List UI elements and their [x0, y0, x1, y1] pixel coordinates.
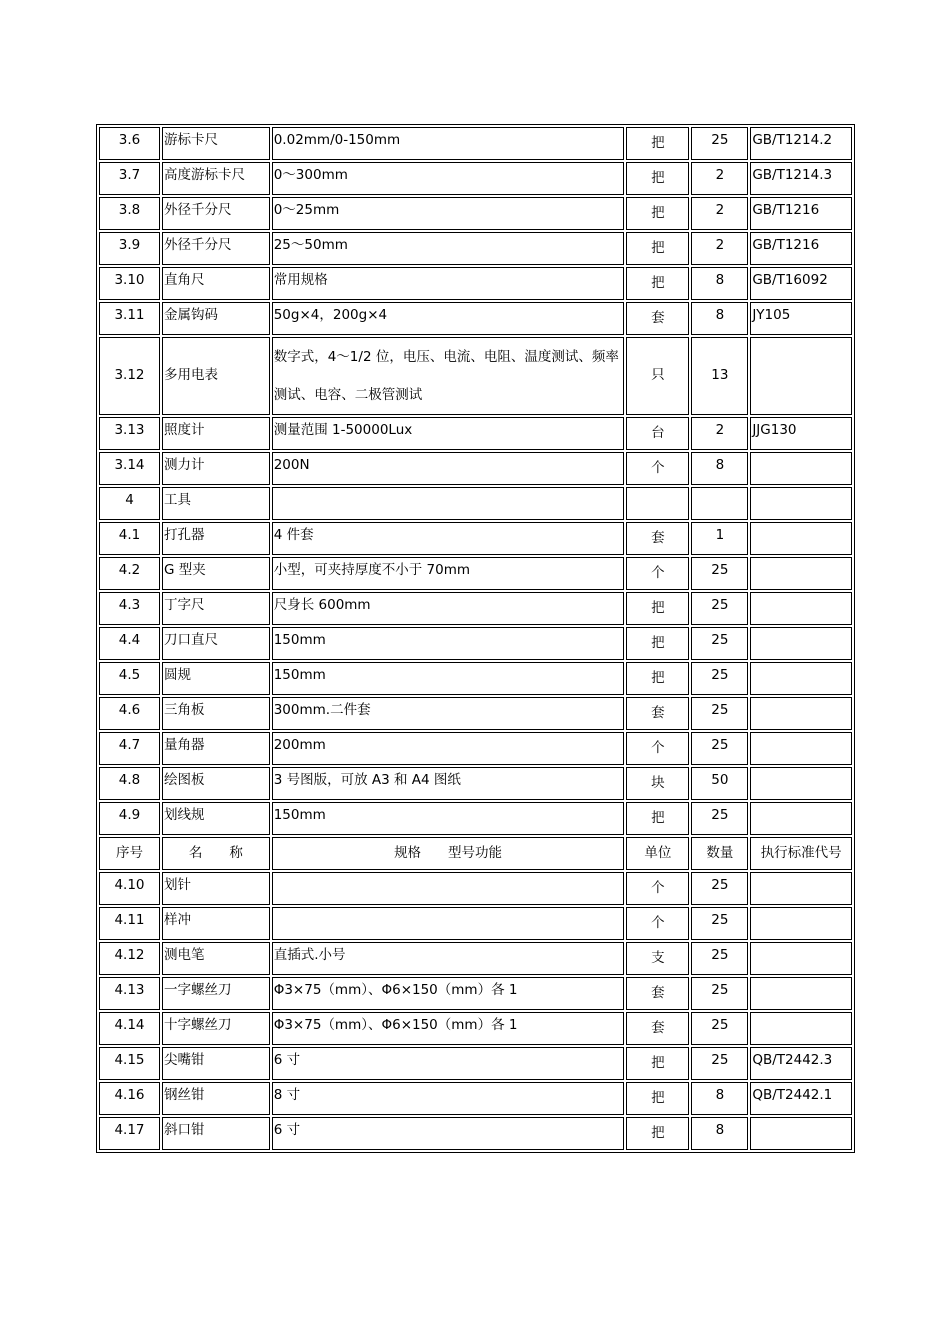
item-number: 4	[99, 487, 160, 520]
item-number: 3.14	[99, 452, 160, 485]
item-number: 4.16	[99, 1082, 160, 1115]
item-name: 丁字尺	[162, 592, 270, 625]
table-row	[99, 627, 852, 660]
item-standard: QB/T2442.3	[750, 1047, 852, 1080]
item-name: 划针	[162, 872, 270, 905]
item-standard: GB/T1216	[750, 197, 852, 230]
item-spec: 150mm	[272, 662, 625, 695]
table-row	[99, 267, 852, 300]
item-number: 4.14	[99, 1012, 160, 1045]
item-spec: Φ3×75（mm）、Φ6×150（mm）各 1	[272, 977, 625, 1010]
item-standard	[750, 802, 852, 835]
item-quantity: 2	[691, 417, 748, 450]
item-quantity: 8	[691, 302, 748, 335]
column-header: 单位	[626, 837, 689, 870]
item-quantity: 2	[691, 162, 748, 195]
item-quantity: 2	[691, 232, 748, 265]
item-name: 钢丝钳	[162, 1082, 270, 1115]
table-row	[99, 1082, 852, 1115]
table-row	[99, 197, 852, 230]
item-standard: GB/T1214.2	[750, 127, 852, 160]
table-row	[99, 162, 852, 195]
item-number: 4.17	[99, 1117, 160, 1150]
item-standard	[750, 487, 852, 520]
item-name: 金属钩码	[162, 302, 270, 335]
table-row	[99, 977, 852, 1010]
item-spec: 6 寸	[272, 1117, 625, 1150]
item-unit: 把	[626, 1082, 689, 1115]
item-number: 3.10	[99, 267, 160, 300]
item-standard: QB/T2442.1	[750, 1082, 852, 1115]
item-quantity: 13	[691, 337, 748, 415]
item-name: 游标卡尺	[162, 127, 270, 160]
item-number: 4.7	[99, 732, 160, 765]
item-standard	[750, 452, 852, 485]
item-spec	[272, 907, 625, 940]
item-spec: 测量范围 1-50000Lux	[272, 417, 625, 450]
item-standard: GB/T1214.3	[750, 162, 852, 195]
table-row	[99, 872, 852, 905]
item-standard	[750, 592, 852, 625]
item-standard	[750, 662, 852, 695]
item-number: 4.8	[99, 767, 160, 800]
equipment-table-sheet	[96, 124, 855, 1153]
item-spec: 50g×4，200g×4	[272, 302, 625, 335]
item-standard: JY105	[750, 302, 852, 335]
item-unit: 套	[626, 302, 689, 335]
item-name: 绘图板	[162, 767, 270, 800]
item-name: 三角板	[162, 697, 270, 730]
item-number: 4.5	[99, 662, 160, 695]
item-quantity: 25	[691, 942, 748, 975]
item-quantity: 25	[691, 732, 748, 765]
item-quantity: 25	[691, 627, 748, 660]
table-row	[99, 1012, 852, 1045]
table-row	[99, 232, 852, 265]
item-quantity: 8	[691, 267, 748, 300]
item-quantity: 50	[691, 767, 748, 800]
item-number: 3.11	[99, 302, 160, 335]
table-row	[99, 662, 852, 695]
equipment-table	[96, 124, 855, 1153]
item-spec: 尺身长 600mm	[272, 592, 625, 625]
item-unit: 把	[626, 267, 689, 300]
item-unit: 个	[626, 872, 689, 905]
item-standard: GB/T16092	[750, 267, 852, 300]
item-quantity: 25	[691, 977, 748, 1010]
item-standard	[750, 337, 852, 415]
item-number: 4.2	[99, 557, 160, 590]
item-standard	[750, 627, 852, 660]
item-standard	[750, 732, 852, 765]
item-quantity: 25	[691, 592, 748, 625]
item-name: 外径千分尺	[162, 232, 270, 265]
item-number: 4.6	[99, 697, 160, 730]
item-standard	[750, 1012, 852, 1045]
item-unit: 个	[626, 557, 689, 590]
item-standard	[750, 557, 852, 590]
item-quantity: 25	[691, 802, 748, 835]
column-header: 序号	[99, 837, 160, 870]
item-spec: 200N	[272, 452, 625, 485]
table-row	[99, 127, 852, 160]
item-unit: 把	[626, 1047, 689, 1080]
item-standard	[750, 907, 852, 940]
item-name: 直角尺	[162, 267, 270, 300]
item-name: 一字螺丝刀	[162, 977, 270, 1010]
table-row	[99, 337, 852, 415]
item-number: 4.13	[99, 977, 160, 1010]
item-spec: 150mm	[272, 627, 625, 660]
table-header-row	[99, 837, 852, 870]
item-unit: 把	[626, 592, 689, 625]
item-quantity	[691, 487, 748, 520]
item-name: 测力计	[162, 452, 270, 485]
item-unit: 支	[626, 942, 689, 975]
table-row	[99, 557, 852, 590]
table-row	[99, 942, 852, 975]
item-name: 斜口钳	[162, 1117, 270, 1150]
item-spec: 直插式.小号	[272, 942, 625, 975]
item-name: 划线规	[162, 802, 270, 835]
item-standard	[750, 872, 852, 905]
item-name: 照度计	[162, 417, 270, 450]
item-spec: 300mm.二件套	[272, 697, 625, 730]
column-header: 数量	[691, 837, 748, 870]
item-standard	[750, 522, 852, 555]
item-quantity: 8	[691, 1082, 748, 1115]
item-unit: 把	[626, 232, 689, 265]
item-unit: 套	[626, 977, 689, 1010]
item-name: 工具	[162, 487, 270, 520]
equipment-table-body	[99, 127, 852, 1150]
item-unit: 只	[626, 337, 689, 415]
item-name: 刀口直尺	[162, 627, 270, 660]
table-row	[99, 417, 852, 450]
item-quantity: 8	[691, 1117, 748, 1150]
item-spec: 3 号图版，可放 A3 和 A4 图纸	[272, 767, 625, 800]
item-name: G 型夹	[162, 557, 270, 590]
item-unit: 个	[626, 452, 689, 485]
item-unit: 套	[626, 522, 689, 555]
item-spec: 数字式，4～1/2 位，电压、电流、电阻、温度测试、频率测试、电容、二极管测试	[272, 337, 625, 415]
item-name: 外径千分尺	[162, 197, 270, 230]
item-spec: 8 寸	[272, 1082, 625, 1115]
item-spec: 4 件套	[272, 522, 625, 555]
item-standard: GB/T1216	[750, 232, 852, 265]
item-number: 4.12	[99, 942, 160, 975]
column-header: 规格 型号功能	[272, 837, 625, 870]
item-standard: JJG130	[750, 417, 852, 450]
item-unit: 块	[626, 767, 689, 800]
item-number: 4.10	[99, 872, 160, 905]
item-quantity: 25	[691, 127, 748, 160]
item-spec: 25～50mm	[272, 232, 625, 265]
item-number: 4.3	[99, 592, 160, 625]
item-unit	[626, 487, 689, 520]
item-spec: 常用规格	[272, 267, 625, 300]
item-spec: 200mm	[272, 732, 625, 765]
item-quantity: 25	[691, 557, 748, 590]
item-spec: 6 寸	[272, 1047, 625, 1080]
item-number: 3.9	[99, 232, 160, 265]
item-number: 4.1	[99, 522, 160, 555]
item-unit: 套	[626, 1012, 689, 1045]
table-row	[99, 732, 852, 765]
item-name: 多用电表	[162, 337, 270, 415]
item-quantity: 25	[691, 1047, 748, 1080]
item-number: 3.7	[99, 162, 160, 195]
table-row	[99, 1117, 852, 1150]
item-number: 3.12	[99, 337, 160, 415]
item-spec	[272, 872, 625, 905]
table-row	[99, 767, 852, 800]
item-quantity: 8	[691, 452, 748, 485]
item-name: 打孔器	[162, 522, 270, 555]
item-unit: 把	[626, 627, 689, 660]
item-standard	[750, 977, 852, 1010]
item-quantity: 25	[691, 907, 748, 940]
item-quantity: 25	[691, 662, 748, 695]
item-unit: 把	[626, 197, 689, 230]
item-number: 4.15	[99, 1047, 160, 1080]
item-spec: 0～300mm	[272, 162, 625, 195]
table-row	[99, 592, 852, 625]
item-number: 3.6	[99, 127, 160, 160]
item-name: 十字螺丝刀	[162, 1012, 270, 1045]
item-number: 4.9	[99, 802, 160, 835]
item-unit: 把	[626, 662, 689, 695]
item-spec: Φ3×75（mm）、Φ6×150（mm）各 1	[272, 1012, 625, 1045]
item-number: 3.13	[99, 417, 160, 450]
item-standard	[750, 942, 852, 975]
table-row	[99, 452, 852, 485]
column-header: 执行标准代号	[750, 837, 852, 870]
item-quantity: 2	[691, 197, 748, 230]
item-unit: 台	[626, 417, 689, 450]
item-number: 4.4	[99, 627, 160, 660]
item-quantity: 1	[691, 522, 748, 555]
item-name: 尖嘴钳	[162, 1047, 270, 1080]
item-spec: 0.02mm/0-150mm	[272, 127, 625, 160]
table-row	[99, 697, 852, 730]
item-unit: 套	[626, 697, 689, 730]
table-row	[99, 1047, 852, 1080]
item-name: 样冲	[162, 907, 270, 940]
item-unit: 把	[626, 1117, 689, 1150]
item-name: 圆规	[162, 662, 270, 695]
item-spec: 0～25mm	[272, 197, 625, 230]
item-name: 测电笔	[162, 942, 270, 975]
item-unit: 把	[626, 162, 689, 195]
table-row	[99, 907, 852, 940]
item-name: 量角器	[162, 732, 270, 765]
item-name: 高度游标卡尺	[162, 162, 270, 195]
item-spec: 150mm	[272, 802, 625, 835]
table-row	[99, 487, 852, 520]
item-unit: 把	[626, 127, 689, 160]
table-row	[99, 302, 852, 335]
item-standard	[750, 767, 852, 800]
table-row	[99, 522, 852, 555]
item-quantity: 25	[691, 697, 748, 730]
item-standard	[750, 697, 852, 730]
item-spec	[272, 487, 625, 520]
item-unit: 个	[626, 732, 689, 765]
item-spec: 小型，可夹持厚度不小于 70mm	[272, 557, 625, 590]
column-header: 名 称	[162, 837, 270, 870]
item-quantity: 25	[691, 872, 748, 905]
item-number: 3.8	[99, 197, 160, 230]
table-row	[99, 802, 852, 835]
item-unit: 个	[626, 907, 689, 940]
item-quantity: 25	[691, 1012, 748, 1045]
item-unit: 把	[626, 802, 689, 835]
item-number: 4.11	[99, 907, 160, 940]
item-standard	[750, 1117, 852, 1150]
